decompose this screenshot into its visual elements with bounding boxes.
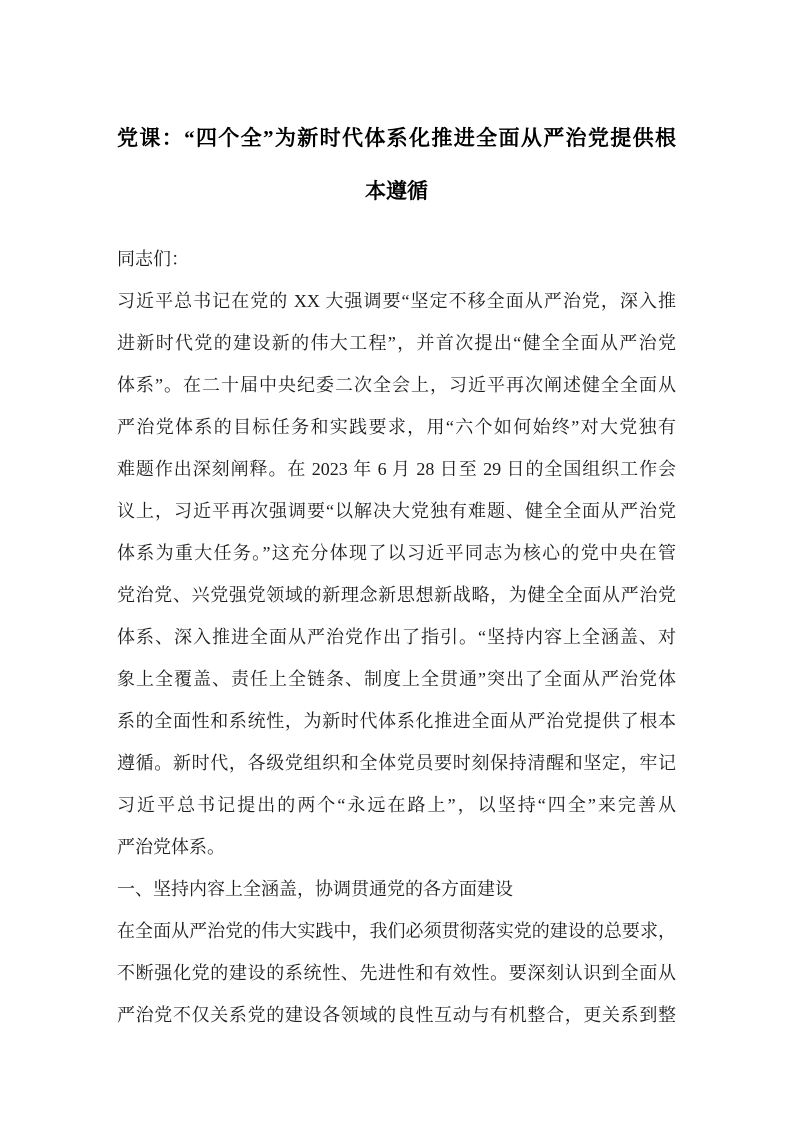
body-line: 进新时代党的建设新的伟大工程”，并首次提出“健全全面从严治党 — [117, 333, 676, 353]
body-line: 难题作出深刻阐释。在 2023 年 6 月 28 日至 29 日的全国组织工作会 — [117, 459, 676, 479]
body-line: 不断强化党的建设的系统性、先进性和有效性。要深刻认识到全面从 — [117, 963, 676, 983]
body-line: 习近平总书记在党的 XX 大强调要“坚定不移全面从严治党，深入推 — [117, 291, 676, 311]
body-line: 在全面从严治党的伟大实践中，我们必须贯彻落实党的建设的总要求， — [117, 921, 676, 941]
body-line: 严治党体系。 — [117, 837, 225, 857]
document-content — [117, 112, 676, 1036]
body-line: 严治党体系的目标任务和实践要求，用“六个如何始终”对大党独有 — [117, 417, 676, 437]
section-heading-line: 一、坚持内容上全涵盖，协调贯通党的各方面建设 — [117, 879, 513, 899]
body-line: 体系”。在二十届中央纪委二次全会上，习近平再次阐述健全全面从 — [117, 375, 676, 395]
body-line: 党治党、兴党强党领域的新理念新思想新战略，为健全全面从严治党 — [117, 585, 676, 605]
body-line: 习近平总书记提出的两个“永远在路上”，以坚持“四全”来完善从 — [117, 795, 676, 815]
title-line: 党课：“四个全”为新时代体系化推进全面从严治党提供根 — [117, 126, 676, 150]
title-line: 本遵循 — [365, 179, 428, 203]
body-line: 议上，习近平再次强调要“以解决大党独有难题、健全全面从严治党 — [117, 501, 676, 521]
body-line: 体系、深入推进全面从严治党作出了指引。“坚持内容上全涵盖、对 — [117, 627, 676, 647]
salutation-line: 同志们： — [117, 249, 189, 269]
body-line: 体系为重大任务。”这充分体现了以习近平同志为核心的党中央在管 — [117, 543, 676, 563]
body-line: 系的全面性和系统性，为新时代体系化推进全面从严治党提供了根本 — [117, 711, 676, 731]
document-body — [117, 238, 676, 1036]
body-line: 遵循。新时代，各级党组织和全体党员要时刻保持清醒和坚定，牢记 — [117, 753, 676, 773]
document-title — [117, 112, 676, 218]
body-line: 象上全覆盖、责任上全链条、制度上全贯通”突出了全面从严治党体 — [117, 669, 676, 689]
body-line: 严治党不仅关系党的建设各领域的良性互动与有机整合，更关系到整 — [117, 1005, 676, 1025]
